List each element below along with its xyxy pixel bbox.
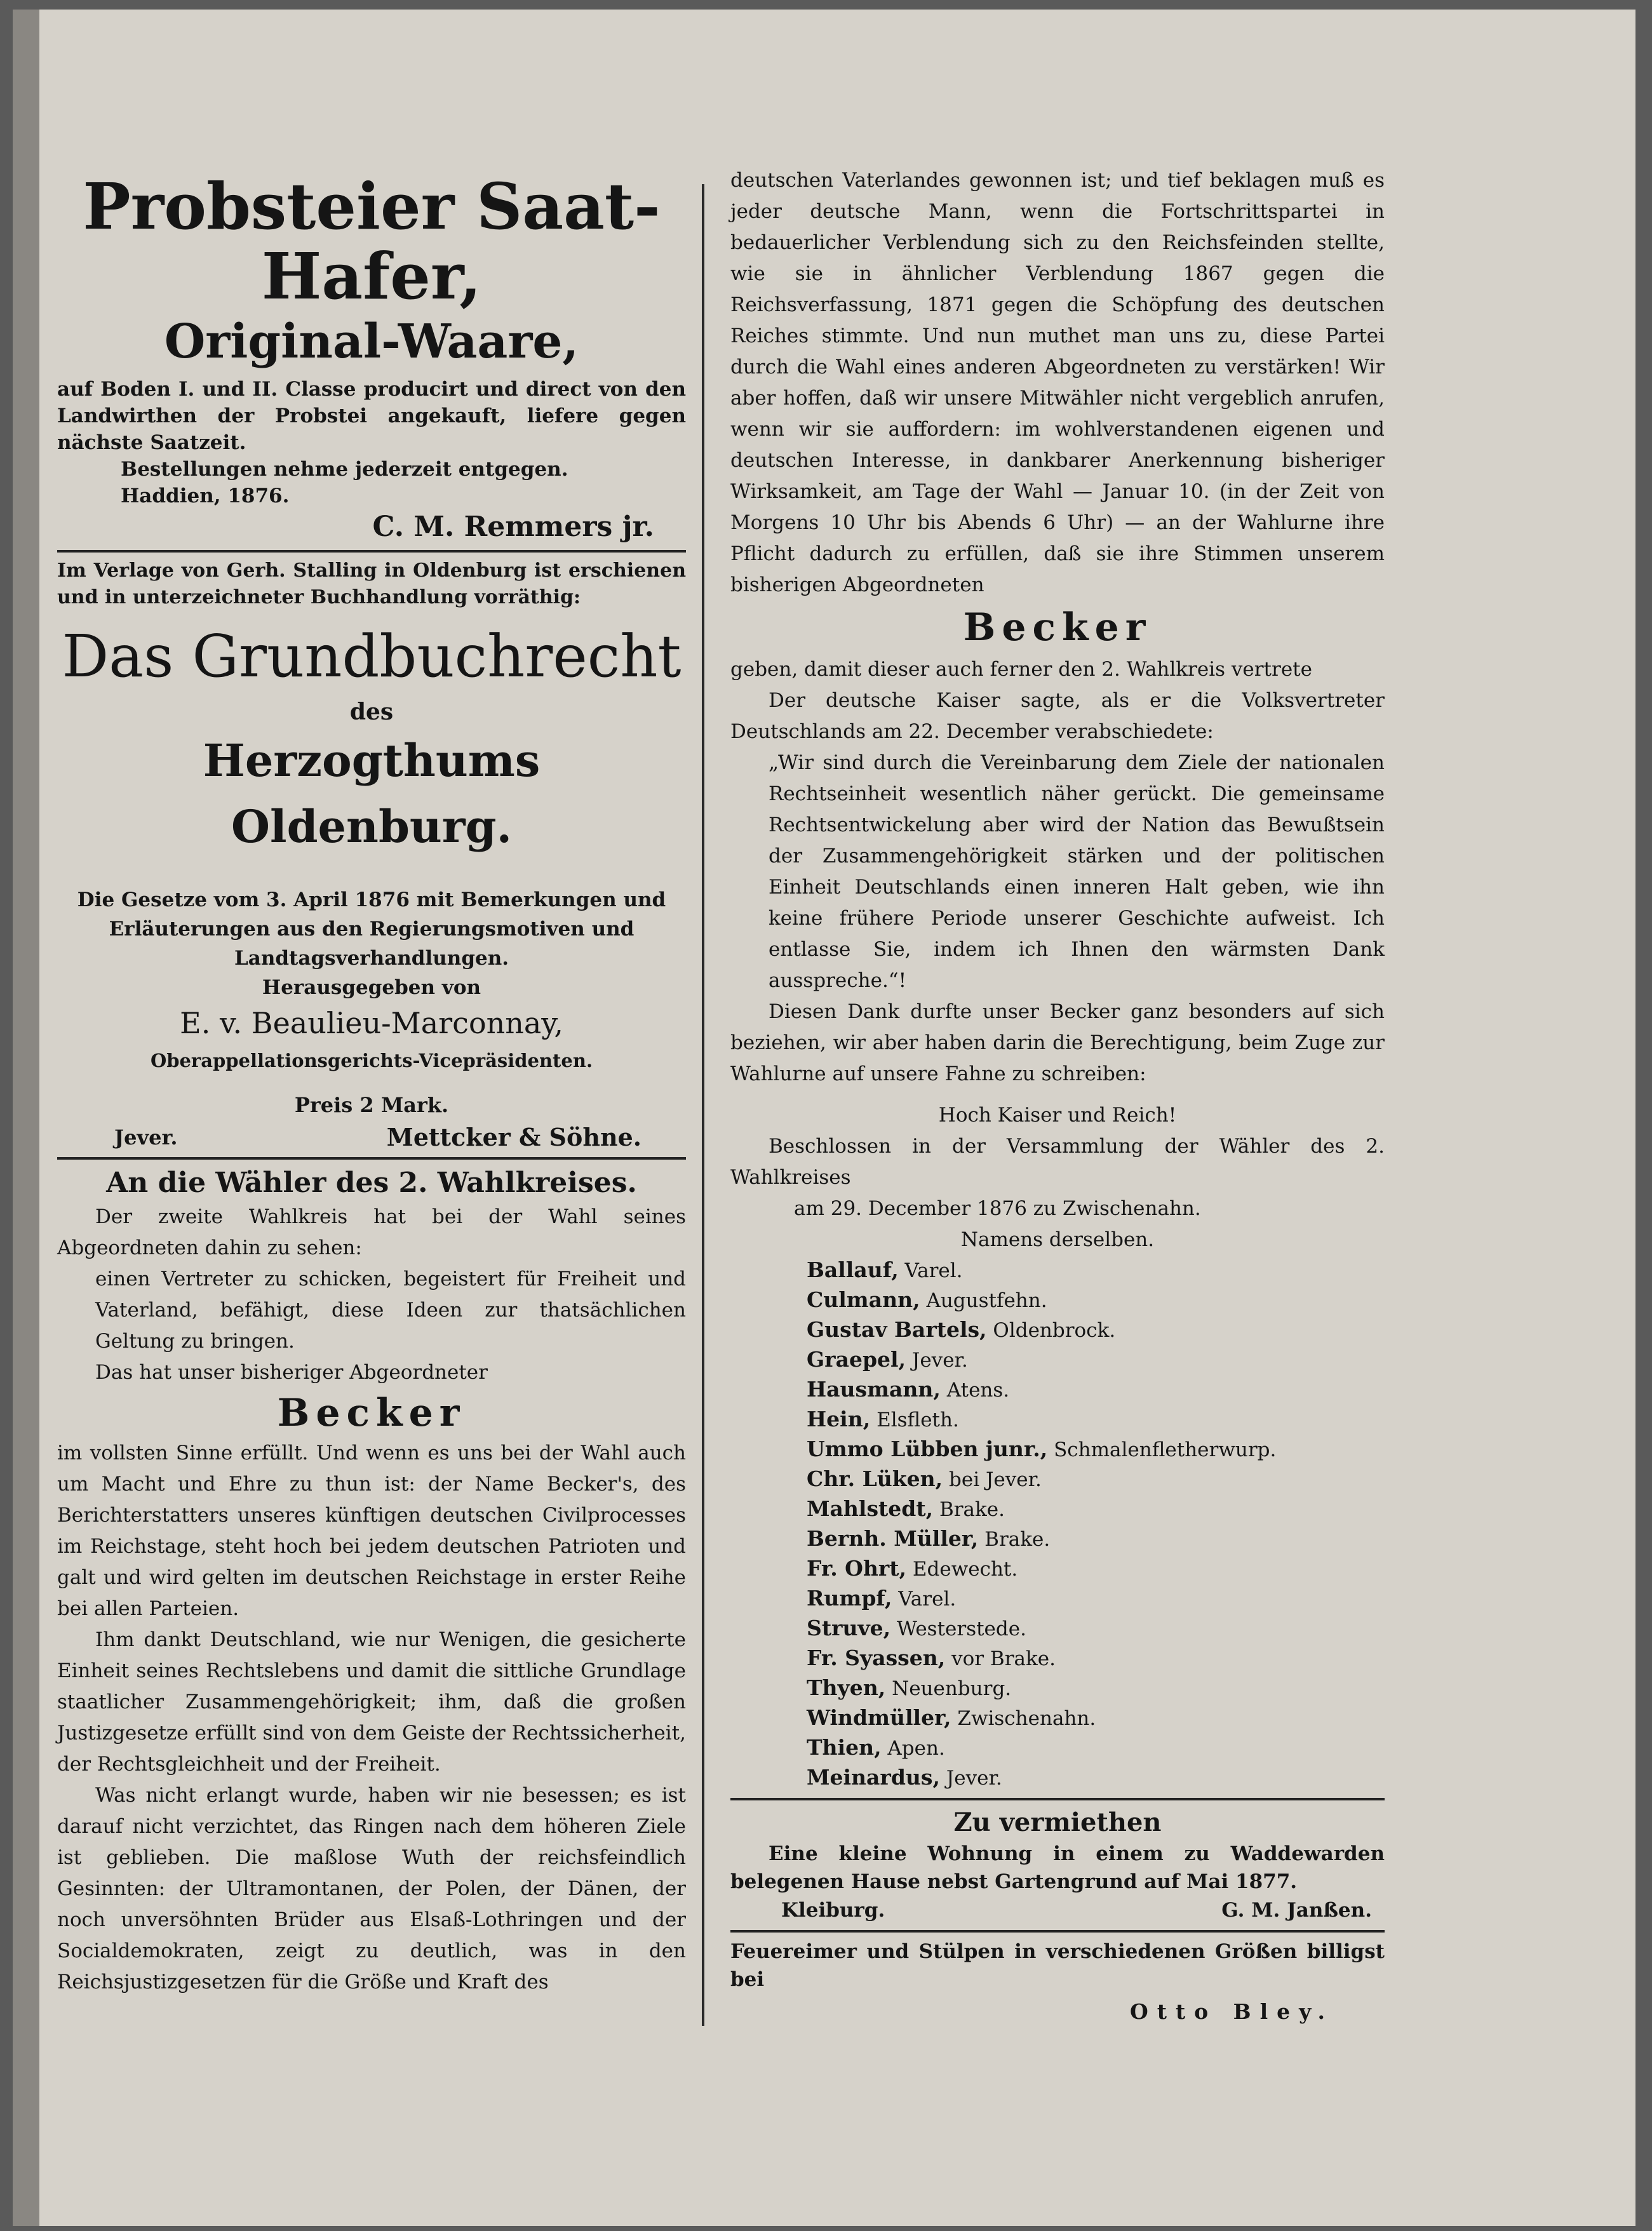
ad3-paragraph-3: Das hat unser bisheriger Abgeordneter bbox=[95, 1361, 488, 1384]
signer: Thien, Apen. bbox=[807, 1735, 945, 1760]
signer: Windmüller, Zwischenahn. bbox=[807, 1705, 1096, 1730]
right-column bbox=[730, 165, 1385, 2030]
ad1-title-line2: Hafer, bbox=[261, 239, 482, 314]
signer: Thyen, Neuenburg. bbox=[807, 1675, 1012, 1700]
ad3-motto: Hoch Kaiser und Reich! bbox=[938, 1104, 1177, 1127]
ad4-heading: Zu vermiethen bbox=[953, 1807, 1162, 1837]
ad1-body: auf Boden I. und II. Classe producirt und direct von den Landwirthen der Probstei angekauft, liefere gegen nächste Saatzeit. bbox=[57, 378, 686, 454]
ad3-paragraph-9: Der deutsche Kaiser sagte, als er die Volksvertreter Deutschlands am 22. December verabschiedete: bbox=[730, 689, 1385, 743]
ad2-title-line3: Herzogthums Oldenburg. bbox=[203, 734, 541, 853]
ad3-paragraph-7: deutschen Vaterlandes gewonnen ist; und tief beklagen muß es jeder deutsche Mann, wenn die Fortschrittspartei in bedauerlicher Verblendung sich zu den Reichsfeinden stellte, wie sie in ähnlicher Verblendung 1867 gegen die Reichsverfassung, 1871 gegen die Schöpfung des deutschen Reiches stimmte. Und nun muthet man uns zu, diese Partei durch die Wahl eines anderen Abgeordneten zu verstärken! Wir aber hoffen, daß wir unsere Mitwähler nicht vergeblich anrufen, wenn wir sie auffordern: im wohlverstandenen eigenen und deutschen Interesse, in dankbarer Anerkennung bisheriger Wirksamkeit, am Tage der Wahl — Januar 10. (in der Zeit von Morgens 10 Uhr bis Abends 6 Uhr) — an der Wahlurne ihre Pflicht dadurch zu erfüllen, daß sie ihre Stimmen unserem bisherigen Abgeordneten bbox=[730, 169, 1385, 596]
ad4-signature: G. M. Janßen. bbox=[1221, 1899, 1372, 1922]
ad3-emperor-quote: „Wir sind durch die Vereinbarung dem Ziele der nationalen Rechtseinheit wesentlich näher gerückt. Die gemeinsame Rechtsentwickelung aber wird der Nation das Bewußtsein der Zusammengehörigkeit stärken und der politischen Einheit Deutschlands einen inneren Halt geben, wie ihn keine frühere Periode unserer Geschichte aufweist. Ich entlasse Sie, indem ich Ihnen den wärmsten Dank ausspreche.“! bbox=[769, 751, 1385, 992]
signers-list bbox=[730, 1256, 1385, 1793]
rule-4 bbox=[730, 1930, 1385, 1933]
ad3-resolved: Beschlossen in der Versammlung der Wähler des 2. Wahlkreises bbox=[730, 1135, 1385, 1189]
newspaper-page bbox=[13, 10, 1635, 2226]
ad2-title-line2: des bbox=[349, 699, 394, 725]
signer: Culmann, Augustfehn. bbox=[807, 1287, 1047, 1312]
ad1-signature: C. M. Remmers jr. bbox=[372, 511, 654, 543]
ad3-paragraph-4: im vollsten Sinne erfüllt. Und wenn es uns bei der Wahl auch um Macht und Ehre zu thun ist: der Name Becker's, des Berichterstatters unseres künftigen deutschen Civilprocesses im Reichstage, steht hoch bei jedem deutschen Patrioten und galt und wird gelten im deutschen Reichstage in erster Reihe bei allen Parteien. bbox=[57, 1442, 686, 1620]
rule-3 bbox=[730, 1798, 1385, 1800]
page-spine bbox=[13, 10, 39, 2226]
ad3-paragraph-5: Ihm dankt Deutschland, wie nur Wenigen, die gesicherte Einheit seines Rechtslebens und damit die sittliche Grundlage staatlicher Zusammengehörigkeit; ihm, daß die großen Justizgesetze erfüllt sind von dem Geiste der Rechtssicherheit, der Rechtsgleichheit und der Freiheit. bbox=[57, 1628, 686, 1776]
signer: Bernh. Müller, Brake. bbox=[807, 1526, 1051, 1551]
signer: Ummo Lübben junr., Schmalenfletherwurp. bbox=[807, 1437, 1277, 1461]
signer: Struve, Westerstede. bbox=[807, 1616, 1026, 1640]
signer: Fr. Syassen, vor Brake. bbox=[807, 1645, 1056, 1670]
column-divider bbox=[702, 184, 704, 2026]
ad2-description: Die Gesetze vom 3. April 1876 mit Bemerkungen und Erläuterungen aus den Regierungsmotiven und Landtagsverhandlungen. bbox=[77, 888, 666, 970]
ad-feuereimer bbox=[730, 1938, 1385, 2030]
ad3-paragraph-1: Der zweite Wahlkreis hat bei der Wahl seines Abgeordneten dahin zu sehen: bbox=[57, 1205, 686, 1259]
signer: Meinardus, Jever. bbox=[807, 1765, 1002, 1790]
ad3-paragraph-6: Was nicht erlangt wurde, haben wir nie besessen; es ist darauf nicht verzichtet, das Ringen nach dem höheren Ziele ist geblieben. Die maßlose Wuth der reichsfeindlich Gesinnten: der Ultramontanen, der Polen, der Dänen, der noch unversöhnten Brüder aus Elsaß-Lothringen und der Socialdemokraten, zeigt zu deutlich, was in den Reichsjustizgesetzen für die Größe und Kraft des bbox=[57, 1784, 686, 1993]
signer: Fr. Ohrt, Edewecht. bbox=[807, 1556, 1018, 1581]
rule-2 bbox=[57, 1157, 686, 1160]
ad-waehler-right bbox=[730, 165, 1385, 1793]
ad4-place: Kleiburg. bbox=[781, 1899, 885, 1922]
ad-zu-vermiethen bbox=[730, 1806, 1385, 1925]
ad1-title-line3: Original-Waare, bbox=[164, 314, 579, 369]
rule-1 bbox=[57, 550, 686, 553]
ad-grundbuchrecht bbox=[57, 558, 686, 1152]
ad1-place-date: Haddien, 1876. bbox=[121, 485, 290, 507]
ad3-on-behalf: Namens derselben. bbox=[960, 1228, 1155, 1251]
ad3-date: am 29. December 1876 zu Zwischenahn. bbox=[794, 1197, 1201, 1220]
ad2-editor-title: Oberappellationsgerichts-Vicepräsidenten. bbox=[150, 1050, 593, 1071]
ad2-place: Jever. bbox=[114, 1125, 178, 1149]
ad1-title-line1: Probsteier Saat- bbox=[83, 169, 661, 244]
ad2-intro: Im Verlage von Gerh. Stalling in Oldenburg ist erschienen und in unterzeichneter Buchhandlung vorräthig: bbox=[57, 559, 686, 608]
ad3-heading: An die Wähler des 2. Wahlkreises. bbox=[106, 1167, 637, 1199]
ad2-editor: E. v. Beaulieu-Marconnay, bbox=[180, 1006, 563, 1040]
ad2-publisher: Mettcker & Söhne. bbox=[386, 1123, 641, 1151]
ad-waehler-left bbox=[57, 1165, 686, 1998]
ad-saat-hafer bbox=[57, 171, 686, 545]
left-column bbox=[57, 171, 686, 1998]
ad5-body: Feuereimer und Stülpen in verschiedenen Größen billigst bei bbox=[730, 1940, 1385, 1991]
ad2-title-line1: Das Grundbuchrecht bbox=[62, 622, 682, 690]
signer: Hausmann, Atens. bbox=[807, 1377, 1010, 1402]
signer: Hein, Elsfleth. bbox=[807, 1407, 959, 1431]
ad3-candidate-name: Becker bbox=[277, 1391, 466, 1435]
signer: Gustav Bartels, Oldenbrock. bbox=[807, 1317, 1116, 1342]
ad4-footer bbox=[730, 1896, 1385, 1925]
ad2-footer bbox=[57, 1123, 686, 1152]
ad2-editor-intro: Herausgegeben von bbox=[262, 976, 481, 999]
signer: Rumpf, Varel. bbox=[807, 1586, 957, 1611]
ad1-orders: Bestellungen nehme jederzeit entgegen. bbox=[121, 458, 568, 481]
signer: Mahlstedt, Brake. bbox=[807, 1496, 1005, 1521]
ad3-paragraph-2: einen Vertreter zu schicken, begeistert für Freiheit und Vaterland, befähigt, diese Ideen zur thatsächlichen Geltung zu bringen. bbox=[95, 1268, 686, 1353]
signer: Chr. Lüken, bei Jever. bbox=[807, 1466, 1042, 1491]
ad4-body: Eine kleine Wohnung in einem zu Waddewarden belegenen Hause nebst Gartengrund auf Mai 1877. bbox=[730, 1842, 1385, 1893]
signer: Graepel, Jever. bbox=[807, 1347, 968, 1372]
ad3-paragraph-8: geben, damit dieser auch ferner den 2. Wahlkreis vertrete bbox=[730, 658, 1312, 681]
signer: Ballauf, Varel. bbox=[807, 1257, 963, 1282]
ad3-candidate-name-2: Becker bbox=[963, 605, 1152, 650]
ad2-price: Preis 2 Mark. bbox=[294, 1093, 449, 1117]
ad5-signature: Otto Bley. bbox=[1129, 1999, 1334, 2024]
ad3-paragraph-10: Diesen Dank durfte unser Becker ganz besonders auf sich beziehen, wir aber haben darin die Berechtigung, beim Zuge zur Wahlurne auf unsere Fahne zu schreiben: bbox=[730, 1000, 1385, 1085]
